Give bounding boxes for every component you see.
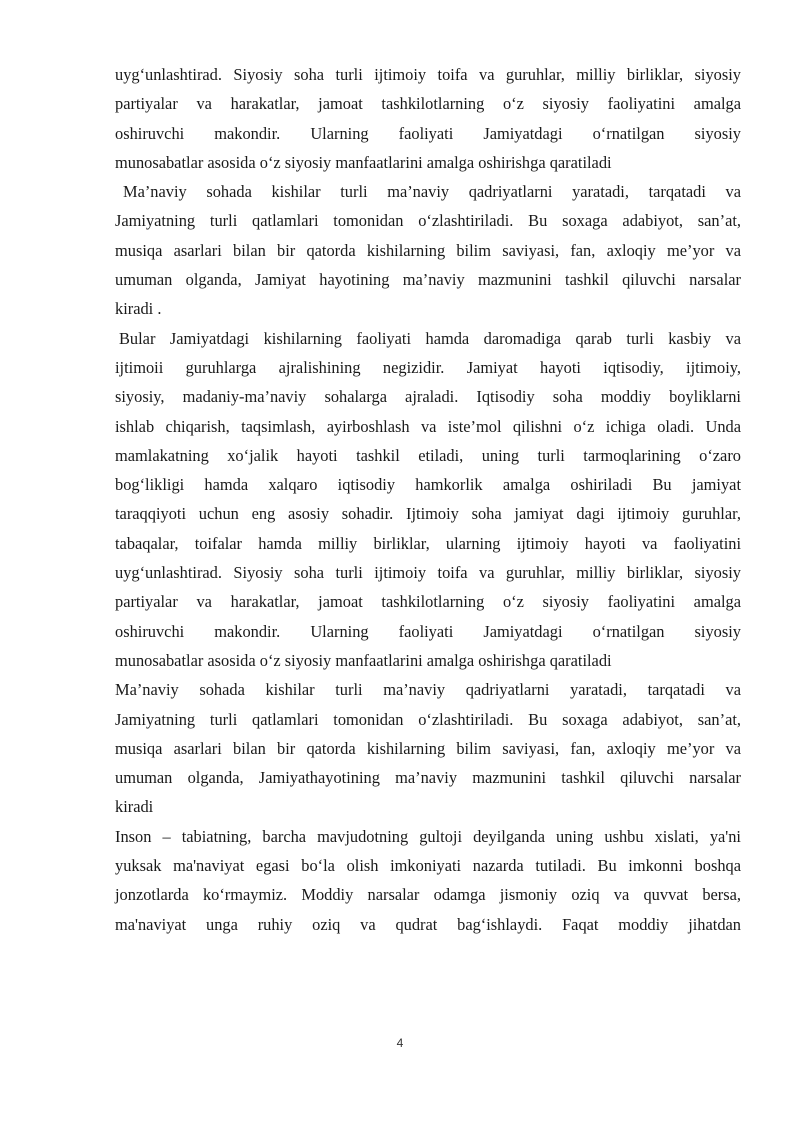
text-line: oshiruvchi makondir. Ularning faoliyati Jamiyatdagi o‘rnatilgan siyosiy — [115, 123, 741, 143]
text-line: jonzotlarda ko‘rmaymiz. Moddiy narsalar odamga jismoniy oziq va quvvat bersa, — [115, 885, 741, 905]
text-line: uyg‘unlashtirad. Siyosiy soha turli ijtimoiy toifa va guruhlar, milliy birliklar, siyosiy — [115, 65, 741, 84]
text-line: bog‘likligi hamda xalqaro iqtisodiy hamkorlik amalga oshiriladi Bu jamiyat — [115, 475, 741, 495]
text-line: musiqa asarlari bilan bir qatorda kishilarning bilim saviyasi, fan, axloqiy me’yor va — [115, 240, 741, 260]
text-line: mamlakatning xo‘jalik hayoti tashkil etiladi, uning turli tarmoqlarining o‘zaro — [115, 445, 741, 465]
text-line: taraqqiyoti uchun eng asosiy sohadir. Ijtimoiy soha jamiyat dagi ijtimoiy guruhlar, — [115, 504, 741, 524]
text-line: siyosiy, madaniy-ma’naviy sohalarga ajraladi. Iqtisodiy soha moddiy boyliklarni — [115, 387, 741, 407]
text-line: tabaqalar, toifalar hamda milliy birliklar, ularning ijtimoiy hayoti va faoliyatini — [115, 533, 741, 553]
text-line: ijtimoii guruhlarga ajralishining negizidir. Jamiyat hayoti iqtisodiy, ijtimoiy, — [115, 357, 741, 377]
text-line: uyg‘unlashtirad. Siyosiy soha turli ijtimoiy toifa va guruhlar, milliy birliklar, siyosiy — [115, 563, 741, 583]
text-line: kiradi — [115, 797, 154, 817]
text-line: munosabatlar asosida o‘z siyosiy manfaatlarini amalga oshirishga qaratiladi — [115, 152, 612, 172]
text-line: partiyalar va harakatlar, jamoat tashkilotlarning o‘z siyosiy faoliyatini amalga — [115, 592, 741, 612]
text-line: Ma’naviy sohada kishilar turli ma’naviy qadriyatlarni yaratadi, tarqatadi va — [115, 680, 741, 700]
text-line: partiyalar va harakatlar, jamoat tashkilotlarning o‘z siyosiy faoliyatini amalga — [115, 94, 741, 114]
text-line: umuman olganda, Jamiyathayotining ma’naviy mazmunini tashkil qiluvchi narsalar — [115, 768, 741, 788]
text-line: ma'naviyat unga ruhiy oziq va qudrat bag‘ishlaydi. Faqat moddiy jihatdan — [115, 914, 741, 934]
text-line: yuksak ma'naviyat egasi bo‘la olish imkoniyati nazarda tutiladi. Bu imkonni boshqa — [115, 856, 741, 876]
text-line: musiqa asarlari bilan bir qatorda kishilarning bilim saviyasi, fan, axloqiy me’yor va — [115, 738, 741, 758]
text-line: oshiruvchi makondir. Ularning faoliyati Jamiyatdagi o‘rnatilgan siyosiy — [115, 621, 741, 641]
document-body — [115, 60, 741, 939]
text-line: ishlab chiqarish, taqsimlash, ayirboshlash va iste’mol qilishni o‘z ichiga oladi. Unda — [115, 416, 741, 436]
document-page — [115, 60, 741, 939]
text-line: Ma’naviy sohada kishilar turli ma’naviy qadriyatlarni yaratadi, tarqatadi va — [123, 182, 741, 202]
text-line: Jamiyatning turli qatlamlari tomonidan o‘zlashtiriladi. Bu soxaga adabiyot, san’at, — [115, 709, 741, 729]
text-line: Inson – tabiatning, barcha mavjudotning gultoji deyilganda uning ushbu xislati, ya'ni — [115, 826, 741, 846]
text-line: umuman olganda, Jamiyat hayotining ma’naviy mazmunini tashkil qiluvchi narsalar — [115, 270, 741, 290]
page-number: 4 — [396, 1036, 404, 1050]
text-line: munosabatlar asosida o‘z siyosiy manfaatlarini amalga oshirishga qaratiladi — [115, 650, 612, 670]
text-line: kiradi . — [115, 299, 162, 319]
text-line: Bular Jamiyatdagi kishilarning faoliyati hamda daromadiga qarab turli kasbiy va — [119, 328, 741, 348]
text-line: Jamiyatning turli qatlamlari tomonidan o‘zlashtiriladi. Bu soxaga adabiyot, san’at, — [115, 211, 741, 231]
